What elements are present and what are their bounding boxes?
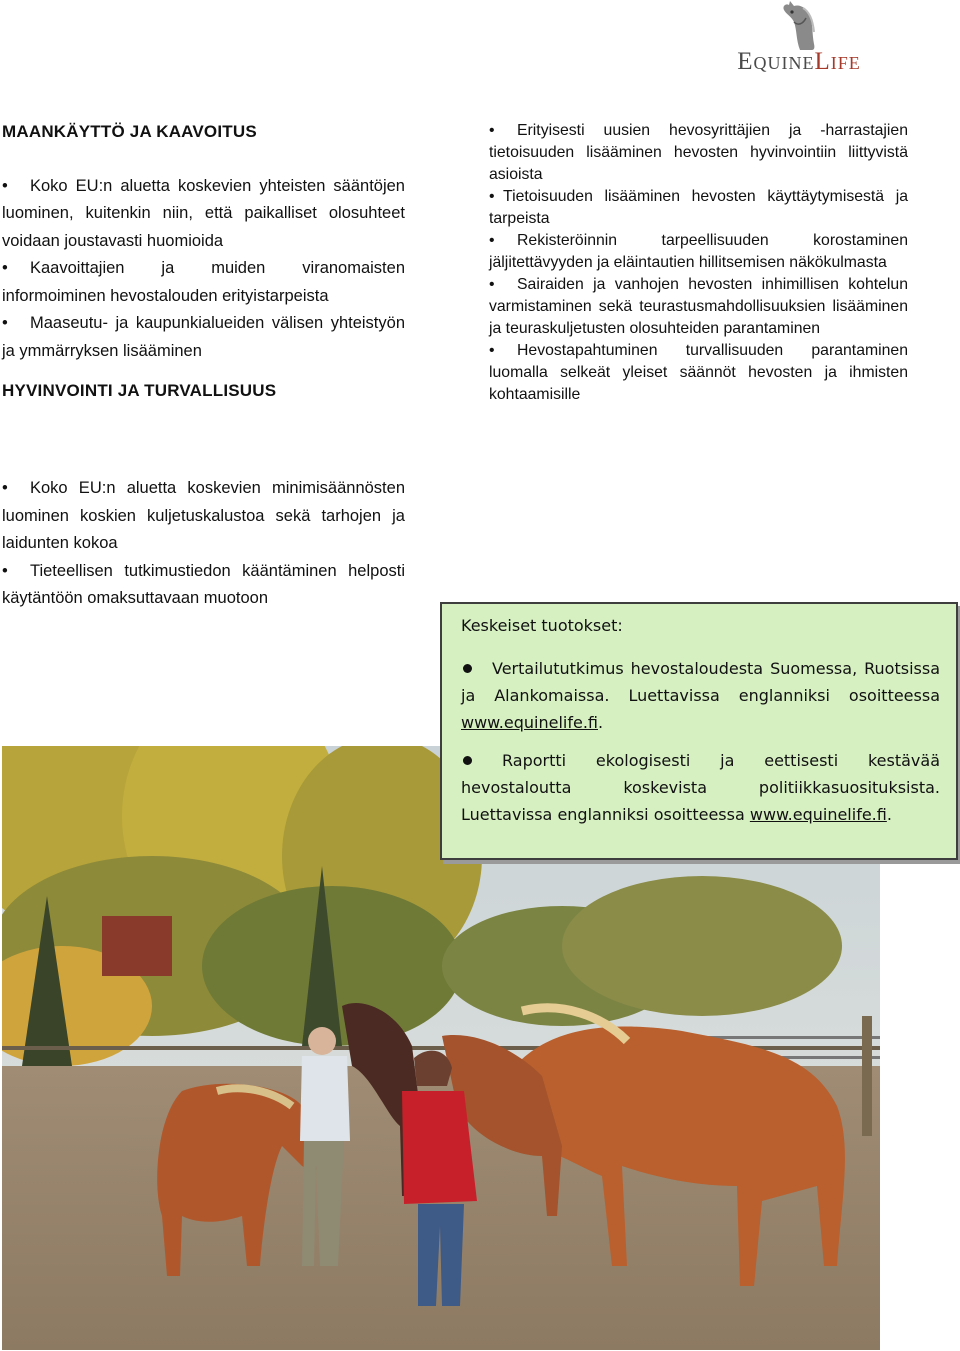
horse-head-icon: [770, 0, 828, 52]
list-item: • Koko EU:n aluetta koskevien minimisäännösten luominen koskien kuljetuskalustoa sekä tarhojen ja laidunten kokoa: [2, 475, 405, 558]
list-item: Vertailututkimus hevostaloudesta Suomessa, Ruotsissa ja Alankomaissa. Luettavissa englanniksi osoitteessa www.equinelife.fi.: [461, 659, 940, 732]
list-item: • Hevostapahtuminen turvallisuuden parantaminen luomalla selkeät yleiset säännöt hevosten ja ihmisten kohtaamisille: [489, 342, 908, 403]
list-item: Raportti ekologisesti ja eettisesti kestävää hevostaloutta koskevista politiikkasuosituksista. Luettavissa englanniksi osoitteessa www.equinelife.fi.: [461, 751, 940, 824]
heading-welfare-safety: HYVINVOINTI JA TURVALLISUUS: [2, 381, 277, 400]
equinelife-link[interactable]: www.equinelife.fi: [749, 805, 887, 824]
list-item: • Erityisesti uusien hevosyrittäjien ja -harrastajien tietoisuuden lisääminen hevosten hyvinvointiin liittyvistä asioista: [489, 122, 908, 183]
bullet-icon: •: [489, 232, 495, 249]
land-use-list: [2, 173, 405, 366]
equinelife-link[interactable]: www.equinelife.fi: [461, 713, 598, 732]
bullet-icon: •: [489, 276, 495, 293]
bullet-icon: •: [2, 561, 8, 580]
list-item: • Sairaiden ja vanhojen hevosten inhimillisen kohtelun varmistaminen sekä teurastusmahdollisuuksien lisääminen ja teuraskuljetusten olosuhteiden parantaminen: [489, 276, 908, 337]
list-item: • Tietoisuuden lisääminen hevosten käyttäytymisestä ja tarpeista: [489, 188, 908, 227]
list-item: • Maaseutu- ja kaupunkialueiden välisen yhteistyön ja ymmärryksen lisääminen: [2, 310, 405, 365]
key-outputs-box: [440, 602, 958, 860]
bullet-icon: •: [2, 314, 8, 332]
bullet-icon: [463, 664, 472, 673]
bullet-icon: [463, 756, 472, 765]
bullet-icon: •: [2, 479, 8, 497]
bullet-icon: •: [489, 342, 495, 359]
key-outputs-list: [461, 655, 940, 828]
bullet-icon: •: [489, 188, 495, 205]
logo-wordmark: EquineLife: [737, 48, 861, 75]
heading-land-use: MAANKÄYTTÖ JA KAAVOITUS: [2, 122, 257, 141]
list-item: • Rekisteröinnin tarpeellisuuden korostaminen jäljitettävyyden ja eläintautien hillitsemisen näkökulmasta: [489, 232, 908, 271]
bullet-icon: •: [2, 259, 8, 277]
welfare-list: [2, 475, 405, 613]
bullet-icon: •: [2, 176, 8, 195]
list-item: • Koko EU:n aluetta koskevien yhteisten sääntöjen luominen, kuitenkin niin, että paikalliset olosuhteet voidaan joustavasti huomioida: [2, 173, 405, 256]
bullet-icon: •: [489, 122, 495, 139]
list-item: • Tieteellisen tutkimustiedon kääntäminen helposti käytäntöön omaksuttavaan muotoon: [2, 558, 405, 613]
right-column-list: [489, 120, 908, 406]
key-outputs-title: Keskeiset tuotokset:: [461, 616, 623, 635]
left-column: [2, 118, 405, 405]
list-item: • Kaavoittajien ja muiden viranomaisten informoiminen hevostalouden erityistarpeista: [2, 255, 405, 310]
equinelife-logo: [718, 0, 880, 82]
